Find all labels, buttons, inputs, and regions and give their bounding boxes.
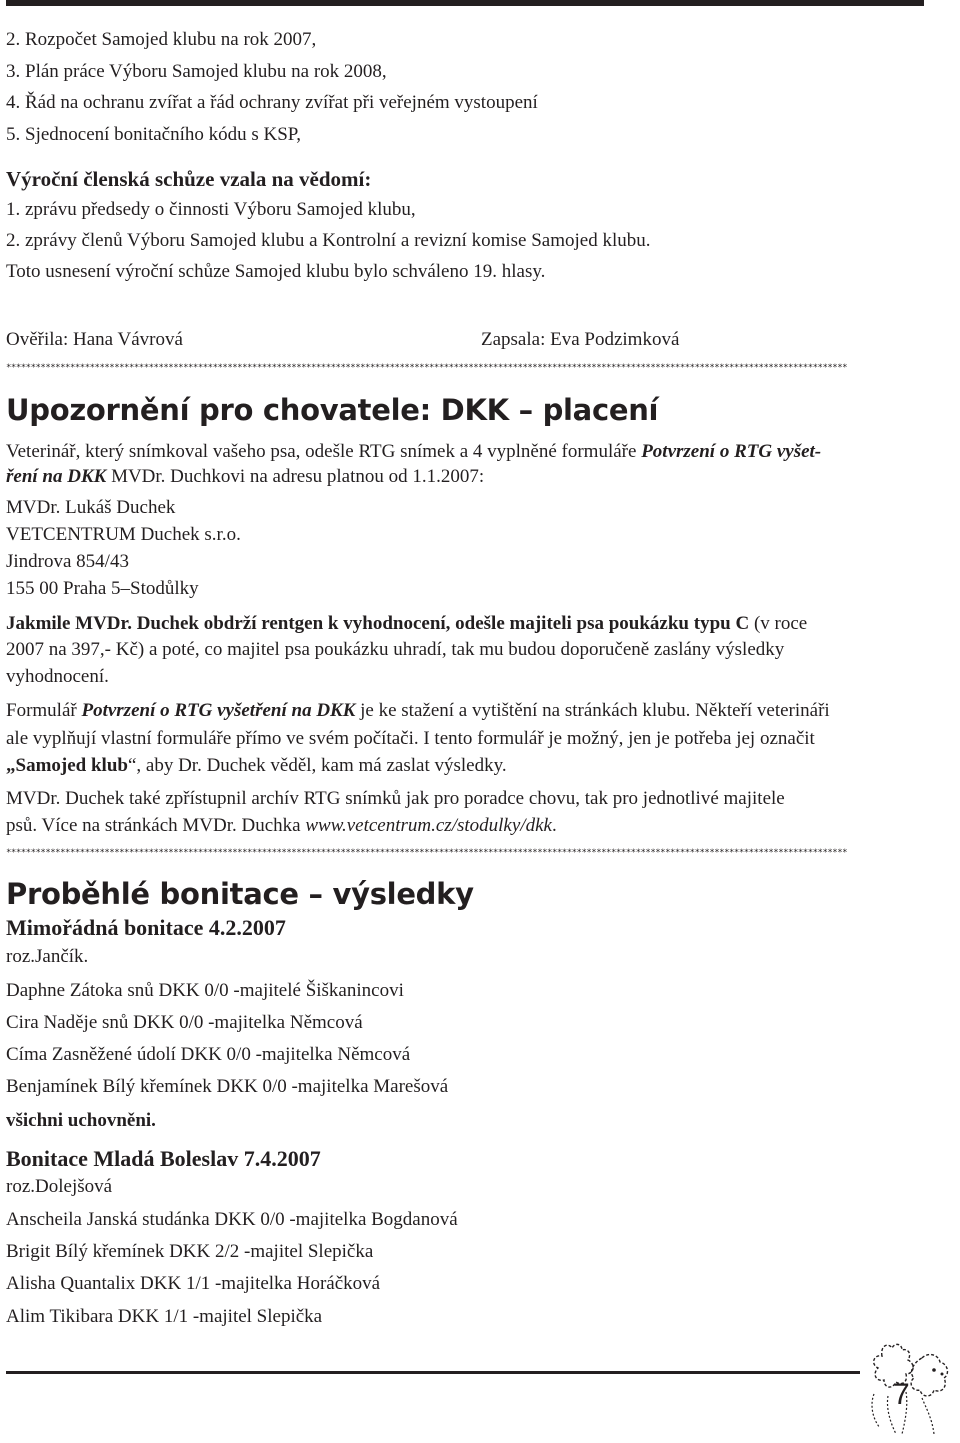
address-line: VETCENTRUM Duchek s.r.o. [6, 524, 241, 545]
club-name: „Samojed klub [6, 755, 128, 776]
website-link[interactable]: www.vetcentrum.cz/stodulky/dkk [305, 815, 552, 836]
notice-paragraph-2-line: vyhodnocení. [6, 666, 109, 687]
notice-paragraph-1 [6, 441, 821, 463]
address-line: MVDr. Lukáš Duchek [6, 497, 176, 518]
notice-paragraph-3-line [6, 755, 507, 777]
result-item: Cira Naděje snů DKK 0/0 -majitelka Němcová [6, 1012, 363, 1033]
noted-heading: Výroční členská schůze vzala na vědomí: [6, 167, 372, 191]
result-item: Benjamínek Bílý křemínek DKK 0/0 -majitelka Marešová [6, 1076, 449, 1097]
result-item: Anscheila Janská studánka DKK 0/0 -majitelka Bogdanová [6, 1209, 458, 1230]
address-line: Jindrova 854/43 [6, 551, 129, 572]
notice-text: MVDr. Duchkovi na adresu platnou od 1.1.2007: [106, 466, 485, 487]
address-line: 155 00 Praha 5–Stodůlky [6, 578, 199, 599]
section-title: Mimořádná bonitace 4.2.2007 [6, 915, 286, 940]
notice-text: (v roce [749, 613, 808, 634]
form-name: Potvrzení o RTG vyšet- [641, 441, 822, 462]
result-item: Alisha Quantalix DKK 1/1 -majitelka Horáčková [6, 1273, 381, 1294]
results-title: Proběhlé bonitace – výsledky [6, 877, 474, 911]
judge-name: roz.Jančík. [6, 946, 89, 967]
separator-stars: *************************************************************************************************************************************************************************** [6, 363, 848, 373]
list-item: 5. Sjednocení bonitačního kódu s KSP, [6, 124, 302, 145]
notice-paragraph-3 [6, 700, 830, 722]
noted-item: 1. zprávu předsedy o činnosti Výboru Samojed klubu, [6, 199, 416, 220]
list-item: 3. Plán práce Výboru Samojed klubu na rok 2008, [6, 61, 387, 82]
list-item: 4. Řád na ochranu zvířat a řád ochrany zvířat při veřejném vystoupení [6, 92, 538, 113]
notice-text: psů. Více na stránkách MVDr. Duchka [6, 815, 306, 836]
form-name: Potvrzení o RTG vyšetření na DKK [81, 700, 356, 721]
top-rule [6, 0, 924, 6]
result-item: Címa Zasněžené údolí DKK 0/0 -majitelka Němcová [6, 1044, 411, 1065]
page-number: 7 [893, 1378, 910, 1411]
notice-text: je ke stažení a vytištění na stránkách klubu. Někteří veterináři [355, 700, 830, 721]
notice-text: Formulář [6, 700, 82, 721]
notice-paragraph-3-line: ale vyplňují vlastní formuláře přímo ve svém počítači. I tento formulář je možný, jen je potřeba jej označit [6, 728, 815, 749]
list-item: 2. Rozpočet Samojed klubu na rok 2007, [6, 29, 317, 50]
result-item: Alim Tikibara DKK 1/1 -majitel Slepička [6, 1306, 323, 1327]
notice-paragraph-2 [6, 613, 807, 635]
footer-rule [6, 1371, 860, 1374]
notice-text: “, aby Dr. Duchek věděl, kam má zaslat výsledky. [127, 755, 507, 776]
noted-item: 2. zprávy členů Výboru Samojed klubu a Kontrolní a revizní komise Samojed klubu. [6, 230, 651, 251]
notice-paragraph-2-line: 2007 na 397,- Kč) a poté, co majitel psa poukázku uhradí, tak mu budou doporučeně zaslány výsledky [6, 639, 785, 660]
notice-paragraph-1-cont [6, 466, 484, 488]
recorded-by: Zapsala: Eva Podzimková [481, 329, 680, 350]
notice-text: Veterinář, který snímkoval vašeho psa, odešle RTG snímek a 4 vyplněné formuláře [6, 441, 642, 462]
approval-text: Toto usnesení výroční schůze Samojed klubu bylo schváleno 19. hlasy. [6, 261, 546, 282]
result-note: všichni uchovněni. [6, 1110, 156, 1131]
notice-paragraph-4: MVDr. Duchek také zpřístupnil archív RTG snímků jak pro poradce chovu, tak pro jednotlivé majitele [6, 788, 785, 809]
result-item: Daphne Zátoka snů DKK 0/0 -majitelé Šiškanincovi [6, 980, 404, 1001]
notice-bold-text: Jakmile MVDr. Duchek obdrží rentgen k vyhodnocení, odešle majiteli psa poukázku typu C [6, 613, 750, 634]
notice-title: Upozornění pro chovatele: DKK – placení [6, 393, 659, 427]
separator-stars: *************************************************************************************************************************************************************************** [6, 848, 848, 858]
form-name: ření na DKK [6, 466, 107, 487]
notice-paragraph-4-line [6, 815, 557, 837]
verified-by: Ověřila: Hana Vávrová [6, 329, 183, 350]
judge-name: roz.Dolejšová [6, 1176, 113, 1197]
result-item: Brigit Bílý křemínek DKK 2/2 -majitel Slepička [6, 1241, 374, 1262]
notice-text: . [551, 815, 557, 836]
section-title: Bonitace Mladá Boleslav 7.4.2007 [6, 1146, 321, 1171]
